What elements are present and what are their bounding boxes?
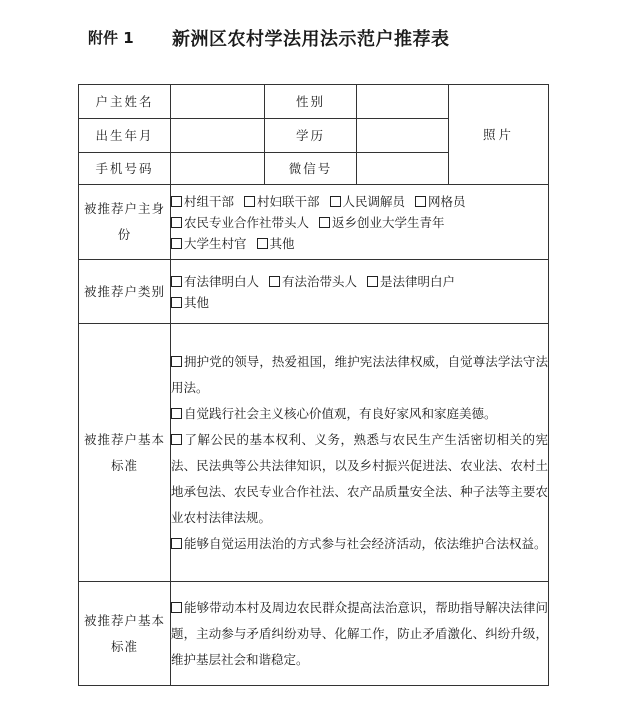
option-checkbox-item[interactable] (330, 194, 406, 209)
standard-label: 被推荐户基本标准 (79, 324, 171, 582)
standard-item (171, 595, 548, 673)
household-head-name-label: 户主姓名 (79, 85, 171, 119)
checkbox-icon[interactable] (171, 217, 182, 228)
option-checkbox-item[interactable] (319, 215, 445, 230)
category-label: 被推荐户类别 (79, 260, 171, 324)
checkbox-icon[interactable] (171, 434, 182, 445)
option-checkbox-item[interactable] (171, 215, 309, 230)
checkbox-icon[interactable] (244, 196, 255, 207)
option-checkbox-item[interactable] (171, 295, 209, 310)
wechat-field[interactable] (357, 153, 449, 185)
option-label: 有法治带头人 (282, 273, 358, 289)
checkbox-icon[interactable] (171, 408, 182, 419)
standard-text: 能够带动本村及周边农民群众提高法治意识，帮助指导解决法律问题，主动参与矛盾纠纷劝导、化解工作，防止矛盾激化、纠纷升级，维护基层社会和谐稳定。 (171, 599, 548, 667)
option-label: 返乡创业大学生青年 (332, 214, 445, 230)
photo-label: 照片 (482, 127, 514, 142)
birth-date-field[interactable] (171, 119, 265, 153)
phone-field[interactable] (171, 153, 265, 185)
household-head-name-field[interactable] (171, 85, 265, 119)
standard-item (171, 427, 548, 531)
checkbox-icon[interactable] (330, 196, 341, 207)
option-label: 农民专业合作社带头人 (184, 214, 310, 230)
option-label: 是法律明白户 (380, 273, 456, 289)
option-checkbox-item[interactable] (171, 236, 247, 251)
option-checkbox-item[interactable] (269, 274, 357, 289)
standard-text: 自觉践行社会主义核心价值观，有良好家风和家庭美德。 (184, 405, 497, 421)
identity-label: 被推荐户主身份 (79, 185, 171, 260)
recommendation-form (78, 84, 549, 686)
phone-label: 手机号码 (79, 153, 171, 185)
gender-label: 性别 (265, 85, 357, 119)
option-checkbox-item[interactable] (244, 194, 320, 209)
checkbox-icon[interactable] (319, 217, 330, 228)
option-checkbox-item[interactable] (415, 194, 466, 209)
standard-item (171, 349, 548, 401)
option-checkbox-item[interactable] (171, 274, 259, 289)
attachment-number: 附件 1 (88, 29, 134, 47)
checkbox-icon[interactable] (171, 196, 182, 207)
checkbox-icon[interactable] (171, 238, 182, 249)
gender-field[interactable] (357, 85, 449, 119)
checkbox-icon[interactable] (415, 196, 426, 207)
checkbox-icon[interactable] (367, 276, 378, 287)
option-label: 其他 (269, 235, 295, 251)
option-label: 人民调解员 (342, 193, 406, 209)
education-label: 学历 (265, 119, 357, 153)
category-options (171, 260, 549, 324)
option-checkbox-item[interactable] (257, 236, 295, 251)
standards-list (171, 324, 549, 582)
checkbox-icon[interactable] (171, 602, 182, 613)
option-label: 网格员 (428, 193, 466, 209)
standard-text: 了解公民的基本权利、义务，熟悉与农民生产生活密切相关的宪法、民法典等公共法律知识，以及乡村振兴促进法、农业法、农村土地承包法、农民专业合作社法、农产品质量安全法、种子法等主要农业农村法律法规。 (171, 431, 548, 525)
checkbox-icon[interactable] (257, 238, 268, 249)
checkbox-icon[interactable] (171, 297, 182, 308)
standard-label-2: 被推荐户基本标准 (79, 582, 171, 686)
standards-list-2 (171, 582, 549, 686)
identity-options (171, 185, 549, 260)
checkbox-icon[interactable] (171, 356, 182, 367)
photo-area[interactable] (449, 85, 549, 185)
standard-text: 拥护党的领导，热爱祖国，维护宪法法律权威，自觉尊法学法守法用法。 (171, 353, 548, 395)
standard-text: 能够自觉运用法治的方式参与社会经济活动，依法维护合法权益。 (184, 535, 547, 551)
option-checkbox-item[interactable] (171, 194, 234, 209)
option-label: 村组干部 (184, 193, 235, 209)
birth-date-label: 出生年月 (79, 119, 171, 153)
standard-item (171, 531, 548, 557)
option-label: 其他 (184, 294, 210, 310)
checkbox-icon[interactable] (171, 538, 182, 549)
option-checkbox-item[interactable] (367, 274, 455, 289)
wechat-label: 微信号 (265, 153, 357, 185)
option-label: 村妇联干部 (257, 193, 320, 209)
checkbox-icon[interactable] (269, 276, 280, 287)
standard-item (171, 401, 548, 427)
option-label: 大学生村官 (184, 235, 247, 251)
option-label: 有法律明白人 (184, 273, 260, 289)
education-field[interactable] (357, 119, 449, 153)
form-title: 新洲区农村学法用法示范户推荐表 (172, 29, 450, 50)
checkbox-icon[interactable] (171, 276, 182, 287)
